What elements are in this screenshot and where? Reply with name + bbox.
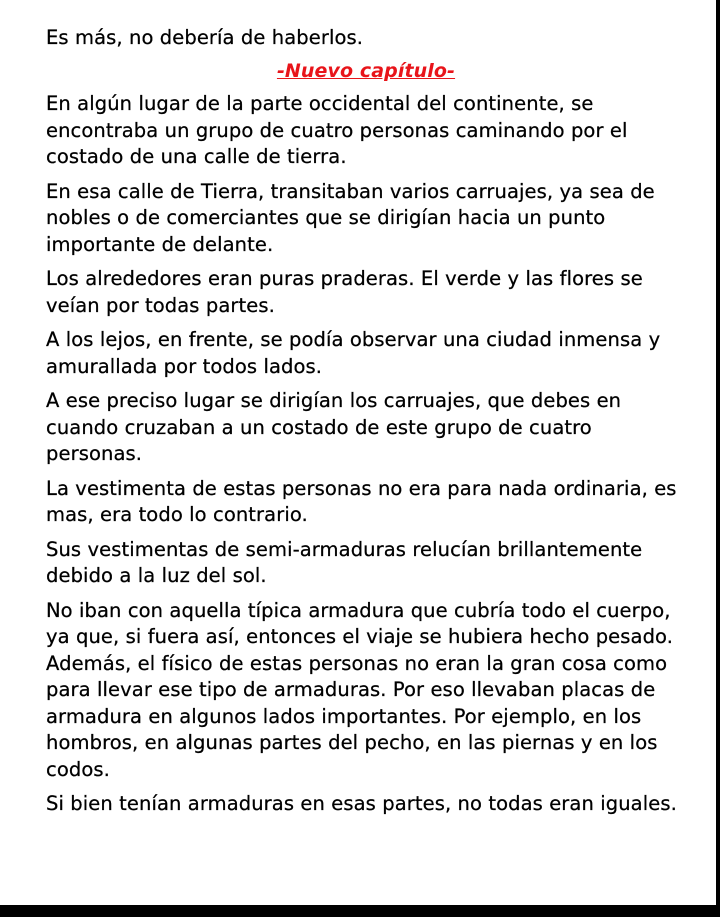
paragraph-1: En algún lugar de la parte occidental del continente, se encontraba un grupo de cuatro personas caminando por el costado de una calle de tierra.	[46, 92, 628, 168]
paragraph-7: Sus vestimentas de semi-armaduras relucían brillantemente debido a la luz del sol.	[46, 537, 643, 587]
paragraph-6: La vestimenta de estas personas no era para nada ordinaria, es mas, era todo lo contrario.	[46, 476, 677, 526]
paragraph-5: A ese preciso lugar se dirigían los carruajes, que debes en cuando cruzaban a un costado de este grupo de cuatro personas.	[46, 389, 622, 465]
document-body	[46, 25, 686, 826]
paragraph-8: No iban con aquella típica armadura que cubría todo el cuerpo, ya que, si fuera así, entonces el viaje se hubiera hecho pesado. Además, el físico de estas personas no eran la gran cosa como para llevar ese tipo de armaduras. Por eso llevaban placas de armadura en algunos lados importantes. Por ejemplo, en los hombros, en algunas partes del pecho, en las piernas y en los codos.	[46, 598, 674, 781]
paragraph-4: A los lejos, en frente, se podía observar una ciudad inmensa y amurallada por todos lados.	[46, 328, 661, 378]
paragraph-3: Los alrededores eran puras praderas. El verde y las flores se veían por todas partes.	[46, 267, 643, 317]
chapter-heading: -Nuevo capítulo-	[276, 59, 456, 82]
paragraph-2: En esa calle de Tierra, transitaban varios carruajes, ya sea de nobles o de comerciantes que se dirigían hacia un punto importante de delante.	[46, 179, 655, 256]
paragraph-9: Si bien tenían armaduras en esas partes, no todas eran iguales.	[46, 792, 677, 815]
opening-line: Es más, no debería de haberlos.	[46, 26, 364, 49]
